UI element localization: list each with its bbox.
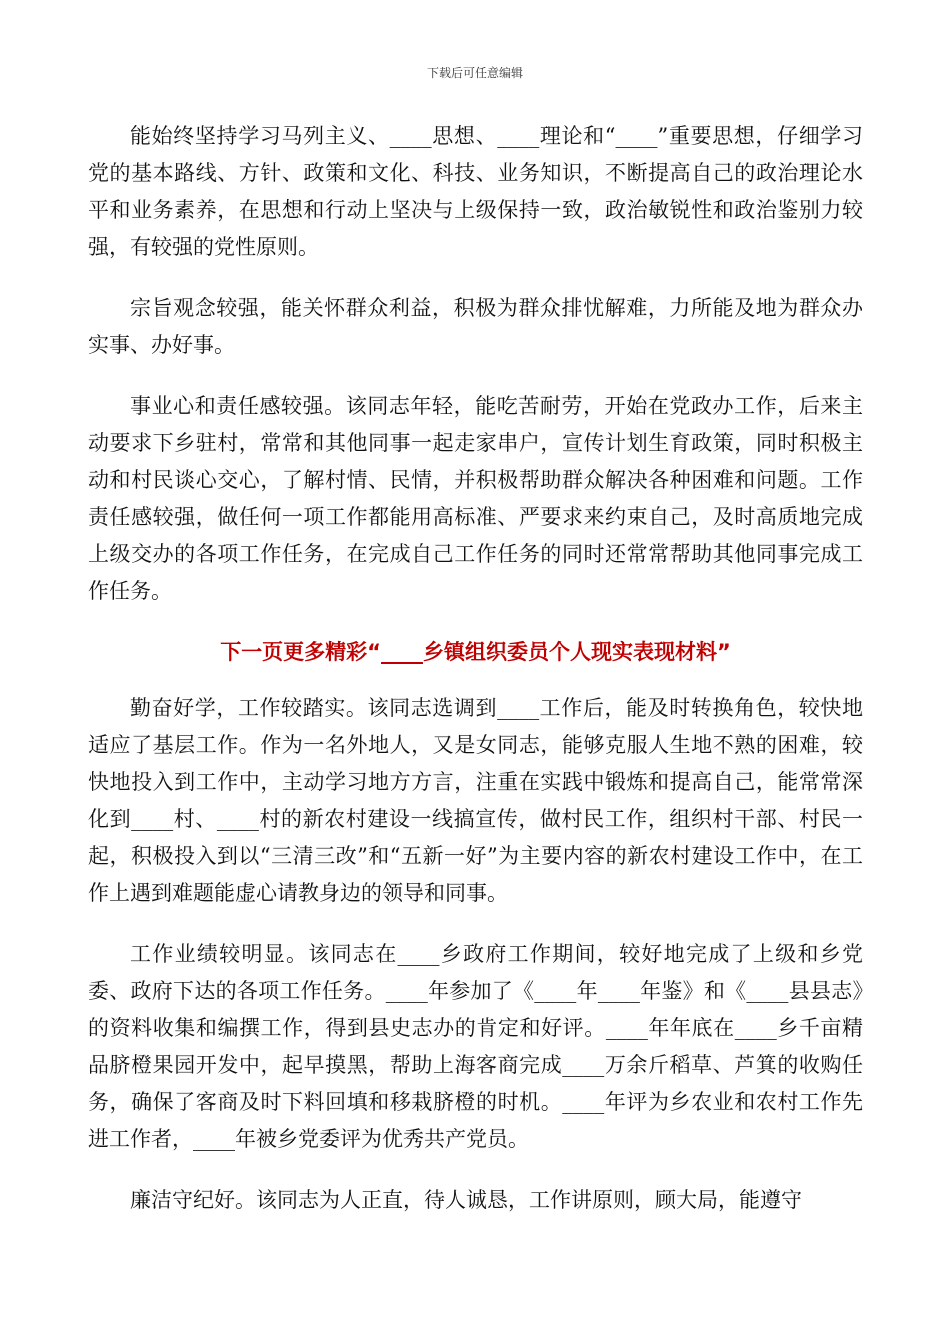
document-body (88, 118, 863, 1243)
paragraph-service-concept: 宗旨观念较强，能关怀群众利益，积极为群众排忧解难，力所能及地为群众办实事、办好事。 (88, 296, 863, 357)
paragraph-diligent-study: 勤奋好学，工作较踏实。该同志选调到____工作后，能及时转换角色，较快地适应了基层工作。作为一名外地人，又是女同志，能够克服人生地不熟的困难，较快地投入到工作中，主动学习地方方言，注重在实践中锻炼和提高自己，能常常深化到____村、____村的新农村建设一线搞宣传，做村民工作，组织村干部、村民一起，积极投入到以“三清三改”和“五新一好”为主要内容的新农村建设工作中，在工作上遇到难题能虚心请教身边的领导和同事。 (88, 696, 863, 905)
paragraph-responsibility: 事业心和责任感较强。该同志年轻，能吃苦耐劳，开始在党政办工作，后来主动要求下乡驻村，常常和其他同事一起走家串户，宣传计划生育政策，同时积极主动和村民谈心交心，了解村情、民情，并积极帮助群众解决各种困难和问题。工作责任感较强，做任何一项工作都能用高标准、严要求来约束自己，及时高质地完成上级交办的各项工作任务，在完成自己工作任务的同时还常常帮助其他同事完成工作任务。 (88, 394, 863, 603)
paragraph-work-performance: 工作业绩较明显。该同志在____乡政府工作期间，较好地完成了上级和乡党委、政府下达的各项工作任务。____年参加了《____年____年鉴》和《____县县志》的资料收集和编撰工作，得到县史志办的肯定和好评。____年年底在____乡千亩精品脐橙果园开发中，起早摸黑，帮助上海客商完成____万余斤稻草、芦箕的收购任务，确保了客商及时下料回填和移栽脐橙的时机。____年评为乡农业和农村工作先进工作者，____年被乡党委评为优秀共产党员。 (88, 942, 863, 1151)
paragraph-political-study: 能始终坚持学习马列主义、____思想、____理论和“____”重要思想，仔细学习党的基本路线、方针、政策和文化、科技、业务知识，不断提高自己的政治理论水平和业务素养，在思想和行动上坚决与上级保持一致，政治敏锐性和政治鉴别力较强，有较强的党性原则。 (88, 124, 863, 259)
page-header: 下载后可任意编辑 (426, 66, 523, 80)
paragraph-integrity: 廉洁守纪好。该同志为人正直，待人诚恳，工作讲原则，顾大局，能遵守 (130, 1188, 802, 1212)
next-page-heading: 下一页更多精彩“____乡镇组织委员个人现实表现材料” (220, 640, 731, 664)
